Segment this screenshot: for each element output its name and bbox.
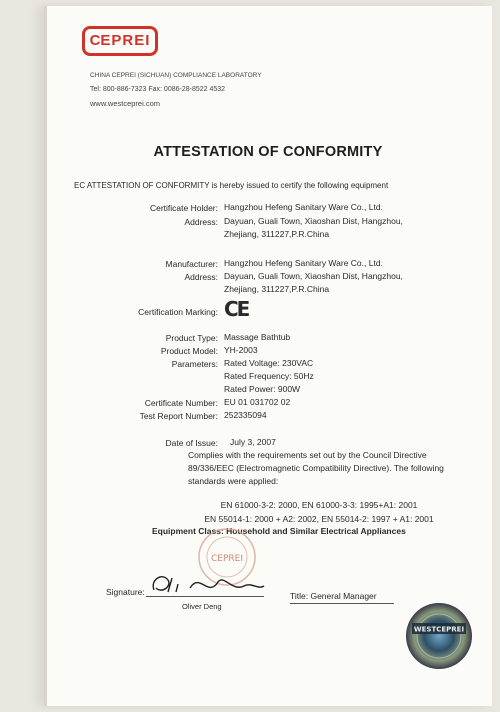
- certificate-page: [44, 6, 492, 706]
- logo-text: EPREI: [100, 32, 151, 49]
- hologram-text: WESTCEPREI: [413, 625, 465, 634]
- certificate-number-label: Certificate Number:: [144, 398, 218, 408]
- holder-address-label: Address:: [184, 217, 218, 227]
- holder-label: Certificate Holder:: [149, 203, 218, 213]
- rated-frequency: Rated Frequency: 50Hz: [224, 371, 314, 381]
- product-model-label: Product Model:: [160, 346, 218, 356]
- rated-power: Rated Power: 900W: [224, 384, 301, 394]
- manufacturer-name: Hangzhou Hefeng Sanitary Ware Co., Ltd.: [224, 258, 383, 268]
- holder-address-line2: Zhejiang, 311227,P.R.China: [224, 229, 330, 239]
- marking-label: Certification Marking:: [138, 307, 218, 317]
- handwritten-signature: [148, 568, 268, 598]
- ceprei-logo: [82, 26, 158, 56]
- report-number: 252335094: [224, 410, 267, 420]
- signatory-title: Title: General Manager: [290, 591, 377, 601]
- standards-line-2: EN 55014-1: 2000 + A2: 2002, EN 55014-2: 1997 + A1: 2001: [204, 514, 434, 524]
- page-edge-shadow: [44, 6, 47, 706]
- manufacturer-address-line1: Dayuan, Guali Town, Xiaoshan Dist, Hangzhou,: [224, 271, 403, 281]
- certificate-number: EU 01 031702 02: [224, 397, 291, 407]
- rated-voltage: Rated Voltage: 230VAC: [224, 358, 314, 368]
- document-title: ATTESTATION OF CONFORMITY: [153, 144, 383, 160]
- contact-line: Tel: 800-886-7323 Fax: 0086-28-8522 4532: [90, 86, 226, 93]
- ce-mark: CE: [224, 297, 249, 321]
- logo-c: C: [89, 32, 101, 49]
- organization-name: CHINA CEPREI (SICHUAN) COMPLIANCE LABORATORY: [90, 72, 262, 79]
- compliance-text: Complies with the requirements set out by the Council Directive 89/336/EEC (Electromagnetic Compatibility Directive). The following standards were applied:: [188, 450, 444, 486]
- manufacturer-label: Manufacturer:: [165, 259, 218, 269]
- manufacturer-address-label: Address:: [184, 272, 218, 282]
- standards-line-1: EN 61000-3-2: 2000, EN 61000-3-3: 1995+A1: 2001: [220, 500, 418, 510]
- signatory-name: Oliver Deng: [182, 602, 222, 611]
- stamp-text: CEPREI: [211, 554, 243, 564]
- signature-label: Signature:: [106, 587, 145, 597]
- issue-date-label: Date of Issue:: [165, 438, 218, 448]
- issue-date: July 3, 2007: [230, 437, 276, 447]
- holder-address-line1: Dayuan, Guali Town, Xiaoshan Dist, Hangzhou,: [224, 216, 403, 226]
- report-number-label: Test Report Number:: [139, 411, 218, 421]
- product-type-label: Product Type:: [165, 333, 218, 343]
- manufacturer-address-line2: Zhejiang, 311227,P.R.China: [224, 284, 330, 294]
- equipment-class: Equipment Class: Household and Similar Electrical Appliances: [152, 526, 406, 536]
- holder-name: Hangzhou Hefeng Sanitary Ware Co., Ltd.: [224, 202, 383, 212]
- title-line: [290, 603, 394, 604]
- intro-statement: EC ATTESTATION OF CONFORMITY is hereby issued to certify the following equipment: [74, 181, 389, 190]
- hologram-seal-icon: [404, 601, 474, 671]
- product-type: Massage Bathtub: [224, 332, 291, 342]
- parameters-label: Parameters:: [171, 359, 218, 369]
- product-model: YH-2003: [224, 345, 258, 355]
- website: www.westceprei.com: [90, 99, 161, 108]
- signature-line: [146, 596, 264, 597]
